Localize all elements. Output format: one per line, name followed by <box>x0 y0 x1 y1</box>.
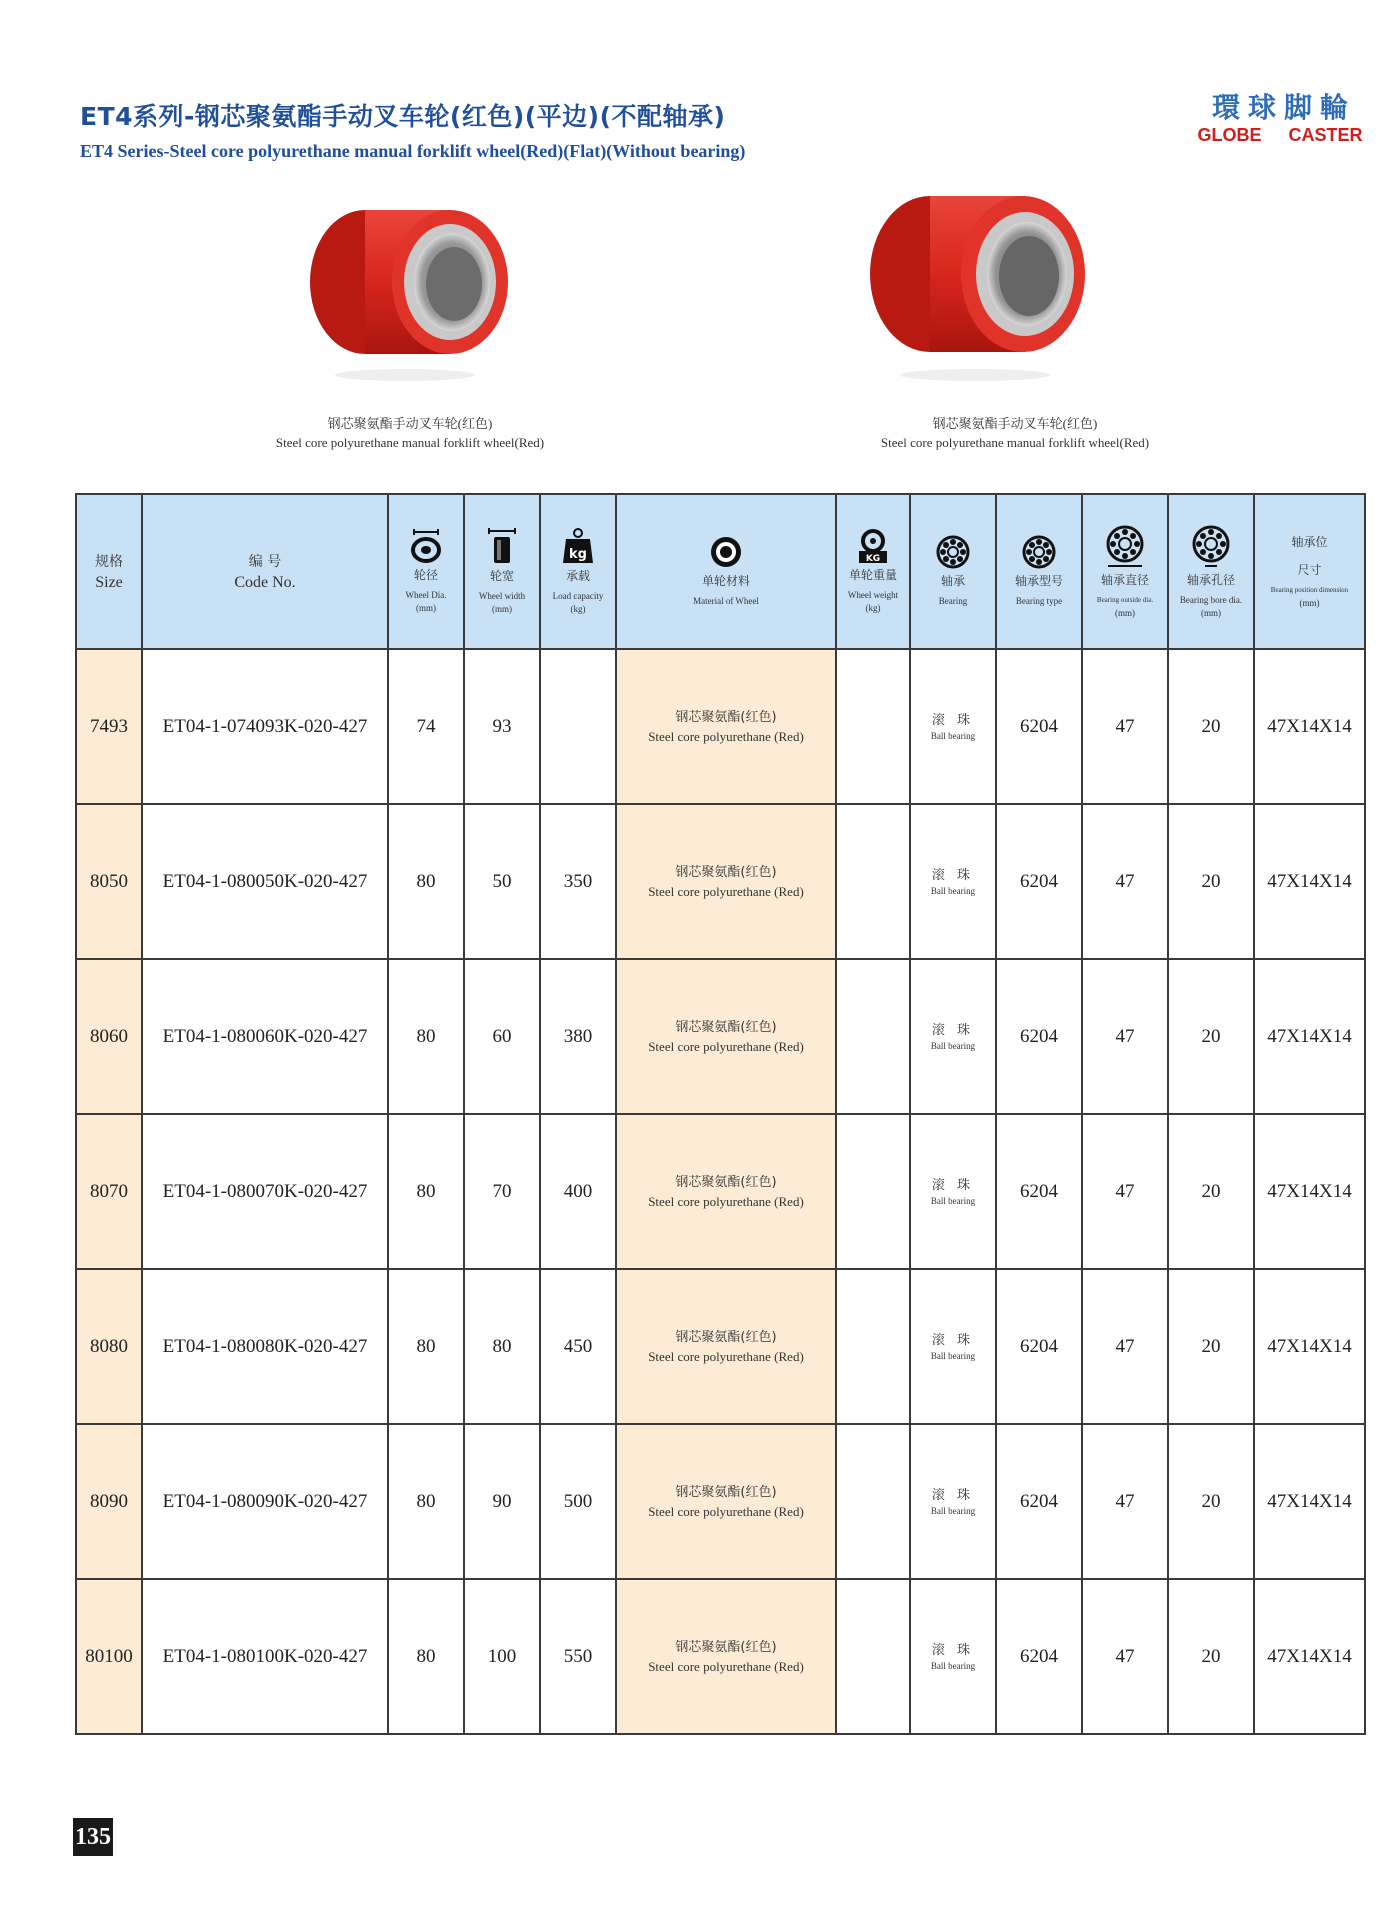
cell-wheel-width: 70 <box>464 1114 540 1269</box>
material-en: Steel core polyurethane (Red) <box>648 1658 804 1674</box>
col-header-bearing-outer-dia: 轴承直径 Bearing outside dia. (mm) <box>1082 494 1168 649</box>
bearing-en: Ball bearing <box>930 1040 976 1051</box>
brand-name-en: GLOBE CASTER <box>1197 125 1363 145</box>
caption-en: Steel core polyurethane manual forklift wheel(Red) <box>880 435 1150 450</box>
cell-code: ET04-1-080050K-020-427 <box>142 804 388 959</box>
col-header-bearing-position: 轴承位 尺寸 Bearing position dimension (mm) <box>1254 494 1365 649</box>
cell-wheel-width: 50 <box>464 804 540 959</box>
cell-bearing <box>910 1424 996 1579</box>
cell-bearing-bore: 20 <box>1168 1424 1254 1579</box>
cell-wheel-width: 60 <box>464 959 540 1114</box>
bearing-cn: 滚 珠 <box>931 1177 975 1193</box>
cell-bearing-bore: 20 <box>1168 1579 1254 1734</box>
cell-bearing-outer-dia: 47 <box>1082 959 1168 1114</box>
col-header-wheel-weight: KG 单轮重量 Wheel weight (kg) <box>836 494 910 649</box>
cell-size: 8070 <box>76 1114 142 1269</box>
cell-wheel-dia: 80 <box>388 804 464 959</box>
cell-bearing-type: 6204 <box>996 959 1082 1114</box>
cell-bearing-position: 47X14X14 <box>1254 959 1365 1114</box>
cell-load-capacity <box>540 649 616 804</box>
material-cn: 钢芯聚氨酯(红色) <box>675 1639 777 1655</box>
caption-cn: 钢芯聚氨酯手动叉车轮(红色) <box>932 416 1098 431</box>
caption-cn: 钢芯聚氨酯手动叉车轮(红色) <box>327 416 493 431</box>
cell-wheel-width: 100 <box>464 1579 540 1734</box>
cell-load-capacity: 500 <box>540 1424 616 1579</box>
cell-bearing-position: 47X14X14 <box>1254 1579 1365 1734</box>
table-row <box>76 1114 1365 1269</box>
material-en: Steel core polyurethane (Red) <box>648 1503 804 1519</box>
cell-code: ET04-1-074093K-020-427 <box>142 649 388 804</box>
cell-bearing-position: 47X14X14 <box>1254 804 1365 959</box>
page-title-en: ET4 Series-Steel core polyurethane manual forklift wheel(Red)(Flat)(Without bearing) <box>80 141 746 161</box>
cell-wheel-weight <box>836 1424 910 1579</box>
table-header-row <box>76 494 1365 649</box>
material-en: Steel core polyurethane (Red) <box>648 1038 804 1054</box>
cell-bearing-outer-dia: 47 <box>1082 1114 1168 1269</box>
material-cn: 钢芯聚氨酯(红色) <box>675 709 777 725</box>
material-cn: 钢芯聚氨酯(红色) <box>675 1329 777 1345</box>
cell-bearing <box>910 1269 996 1424</box>
wheel-material-icon <box>709 535 743 569</box>
cell-code: ET04-1-080100K-020-427 <box>142 1579 388 1734</box>
cell-wheel-dia: 80 <box>388 1114 464 1269</box>
cell-bearing-type: 6204 <box>996 1579 1082 1734</box>
cell-load-capacity: 350 <box>540 804 616 959</box>
material-cn: 钢芯聚氨酯(红色) <box>675 864 777 880</box>
col-header-size: 规格 Size <box>76 494 142 649</box>
bearing-cn: 滚 珠 <box>931 867 975 883</box>
cell-wheel-dia: 80 <box>388 1424 464 1579</box>
material-en: Steel core polyurethane (Red) <box>648 728 804 744</box>
cell-material <box>616 1114 836 1269</box>
bearing-en: Ball bearing <box>930 1660 976 1671</box>
svg-text:KG: KG <box>865 553 881 563</box>
col-header-wheel-dia: 轮径 Wheel Dia. (mm) <box>388 494 464 649</box>
cell-code: ET04-1-080080K-020-427 <box>142 1269 388 1424</box>
cell-bearing-position: 47X14X14 <box>1254 1424 1365 1579</box>
cell-bearing-outer-dia: 47 <box>1082 804 1168 959</box>
cell-wheel-dia: 80 <box>388 1269 464 1424</box>
cell-material <box>616 649 836 804</box>
bearing-icon <box>936 535 970 569</box>
brand-name-cn: 環球脚輪 <box>1211 91 1356 124</box>
cell-wheel-dia: 74 <box>388 649 464 804</box>
cell-bearing-type: 6204 <box>996 649 1082 804</box>
bearing-en: Ball bearing <box>930 1350 976 1361</box>
cell-wheel-weight <box>836 649 910 804</box>
table-row <box>76 649 1365 804</box>
cell-bearing-bore: 20 <box>1168 649 1254 804</box>
cell-bearing-bore: 20 <box>1168 1114 1254 1269</box>
cell-bearing-position: 47X14X14 <box>1254 649 1365 804</box>
wheel-dia-icon <box>410 529 442 563</box>
col-header-load-capacity: kg 承载 Load capacity (kg) <box>540 494 616 649</box>
cell-bearing-position: 47X14X14 <box>1254 1269 1365 1424</box>
col-header-material: 单轮材料 Material of Wheel <box>616 494 836 649</box>
cell-bearing-bore: 20 <box>1168 959 1254 1114</box>
bearing-outer-dia-icon <box>1106 524 1144 568</box>
cell-load-capacity: 400 <box>540 1114 616 1269</box>
col-header-code: 编 号 Code No. <box>142 494 388 649</box>
spec-table <box>75 493 1366 1735</box>
load-kg-icon <box>562 528 594 564</box>
cell-bearing-outer-dia: 47 <box>1082 1424 1168 1579</box>
cell-wheel-width: 90 <box>464 1424 540 1579</box>
cell-bearing <box>910 1579 996 1734</box>
weight-kg-icon <box>857 529 889 563</box>
cell-bearing <box>910 1114 996 1269</box>
col-header-bearing-bore: 轴承孔径 Bearing bore dia. (mm) <box>1168 494 1254 649</box>
cell-load-capacity: 550 <box>540 1579 616 1734</box>
cell-wheel-weight <box>836 804 910 959</box>
cell-bearing-type: 6204 <box>996 1114 1082 1269</box>
svg-text:kg: kg <box>569 546 587 562</box>
cell-load-capacity: 380 <box>540 959 616 1114</box>
cell-bearing-bore: 20 <box>1168 804 1254 959</box>
bearing-cn: 滚 珠 <box>931 712 975 728</box>
bearing-en: Ball bearing <box>930 1195 976 1206</box>
cell-wheel-weight <box>836 1579 910 1734</box>
cell-bearing-type: 6204 <box>996 1269 1082 1424</box>
wheel-width-icon <box>486 528 518 564</box>
cell-bearing <box>910 804 996 959</box>
cell-material <box>616 1579 836 1734</box>
bearing-cn: 滚 珠 <box>931 1022 975 1038</box>
cell-bearing-outer-dia: 47 <box>1082 1579 1168 1734</box>
material-cn: 钢芯聚氨酯(红色) <box>675 1174 777 1190</box>
cell-code: ET04-1-080090K-020-427 <box>142 1424 388 1579</box>
cell-wheel-width: 93 <box>464 649 540 804</box>
cell-material <box>616 959 836 1114</box>
cell-wheel-weight <box>836 1114 910 1269</box>
cell-load-capacity: 450 <box>540 1269 616 1424</box>
bearing-en: Ball bearing <box>930 1505 976 1516</box>
cell-wheel-dia: 80 <box>388 1579 464 1734</box>
bearing-bore-icon <box>1192 524 1230 568</box>
bearing-type-icon <box>1022 535 1056 569</box>
caption-en: Steel core polyurethane manual forklift wheel(Red) <box>275 435 545 450</box>
page-number: 135 <box>73 1818 113 1856</box>
cell-material <box>616 804 836 959</box>
product-image-wheel-2 <box>855 190 1105 400</box>
material-cn: 钢芯聚氨酯(红色) <box>675 1019 777 1035</box>
cell-wheel-width: 80 <box>464 1269 540 1424</box>
cell-wheel-weight <box>836 959 910 1114</box>
cell-bearing-outer-dia: 47 <box>1082 649 1168 804</box>
table-row <box>76 1424 1365 1579</box>
table-row <box>76 1579 1365 1734</box>
table-body <box>76 649 1365 1734</box>
material-cn: 钢芯聚氨酯(红色) <box>675 1484 777 1500</box>
cell-size: 8060 <box>76 959 142 1114</box>
col-header-bearing: 轴承 Bearing <box>910 494 996 649</box>
cell-size: 8090 <box>76 1424 142 1579</box>
bearing-cn: 滚 珠 <box>931 1642 975 1658</box>
cell-material <box>616 1269 836 1424</box>
cell-bearing <box>910 959 996 1114</box>
material-en: Steel core polyurethane (Red) <box>648 1348 804 1364</box>
col-header-wheel-width: 轮宽 Wheel width (mm) <box>464 494 540 649</box>
bearing-en: Ball bearing <box>930 885 976 896</box>
material-en: Steel core polyurethane (Red) <box>648 1193 804 1209</box>
cell-size: 7493 <box>76 649 142 804</box>
table-row <box>76 959 1365 1114</box>
cell-bearing-bore: 20 <box>1168 1269 1254 1424</box>
page-title-cn: ET4系列-钢芯聚氨酯手动叉车轮(红色)(平边)(不配轴承) <box>80 102 726 131</box>
cell-bearing-position: 47X14X14 <box>1254 1114 1365 1269</box>
cell-size: 80100 <box>76 1579 142 1734</box>
cell-bearing-outer-dia: 47 <box>1082 1269 1168 1424</box>
cell-wheel-weight <box>836 1269 910 1424</box>
cell-material <box>616 1424 836 1579</box>
cell-bearing-type: 6204 <box>996 1424 1082 1579</box>
cell-size: 8050 <box>76 804 142 959</box>
bearing-cn: 滚 珠 <box>931 1487 975 1503</box>
product-caption-1 <box>230 414 590 452</box>
table-row <box>76 804 1365 959</box>
cell-bearing-type: 6204 <box>996 804 1082 959</box>
material-en: Steel core polyurethane (Red) <box>648 883 804 899</box>
bearing-cn: 滚 珠 <box>931 1332 975 1348</box>
col-header-bearing-type: 轴承型号 Bearing type <box>996 494 1082 649</box>
cell-code: ET04-1-080070K-020-427 <box>142 1114 388 1269</box>
product-image-wheel-1 <box>290 200 530 400</box>
cell-size: 8080 <box>76 1269 142 1424</box>
bearing-en: Ball bearing <box>930 730 976 741</box>
cell-wheel-dia: 80 <box>388 959 464 1114</box>
product-caption-2 <box>835 414 1195 452</box>
cell-bearing <box>910 649 996 804</box>
cell-code: ET04-1-080060K-020-427 <box>142 959 388 1114</box>
brand-logo <box>1190 92 1370 146</box>
table-row <box>76 1269 1365 1424</box>
